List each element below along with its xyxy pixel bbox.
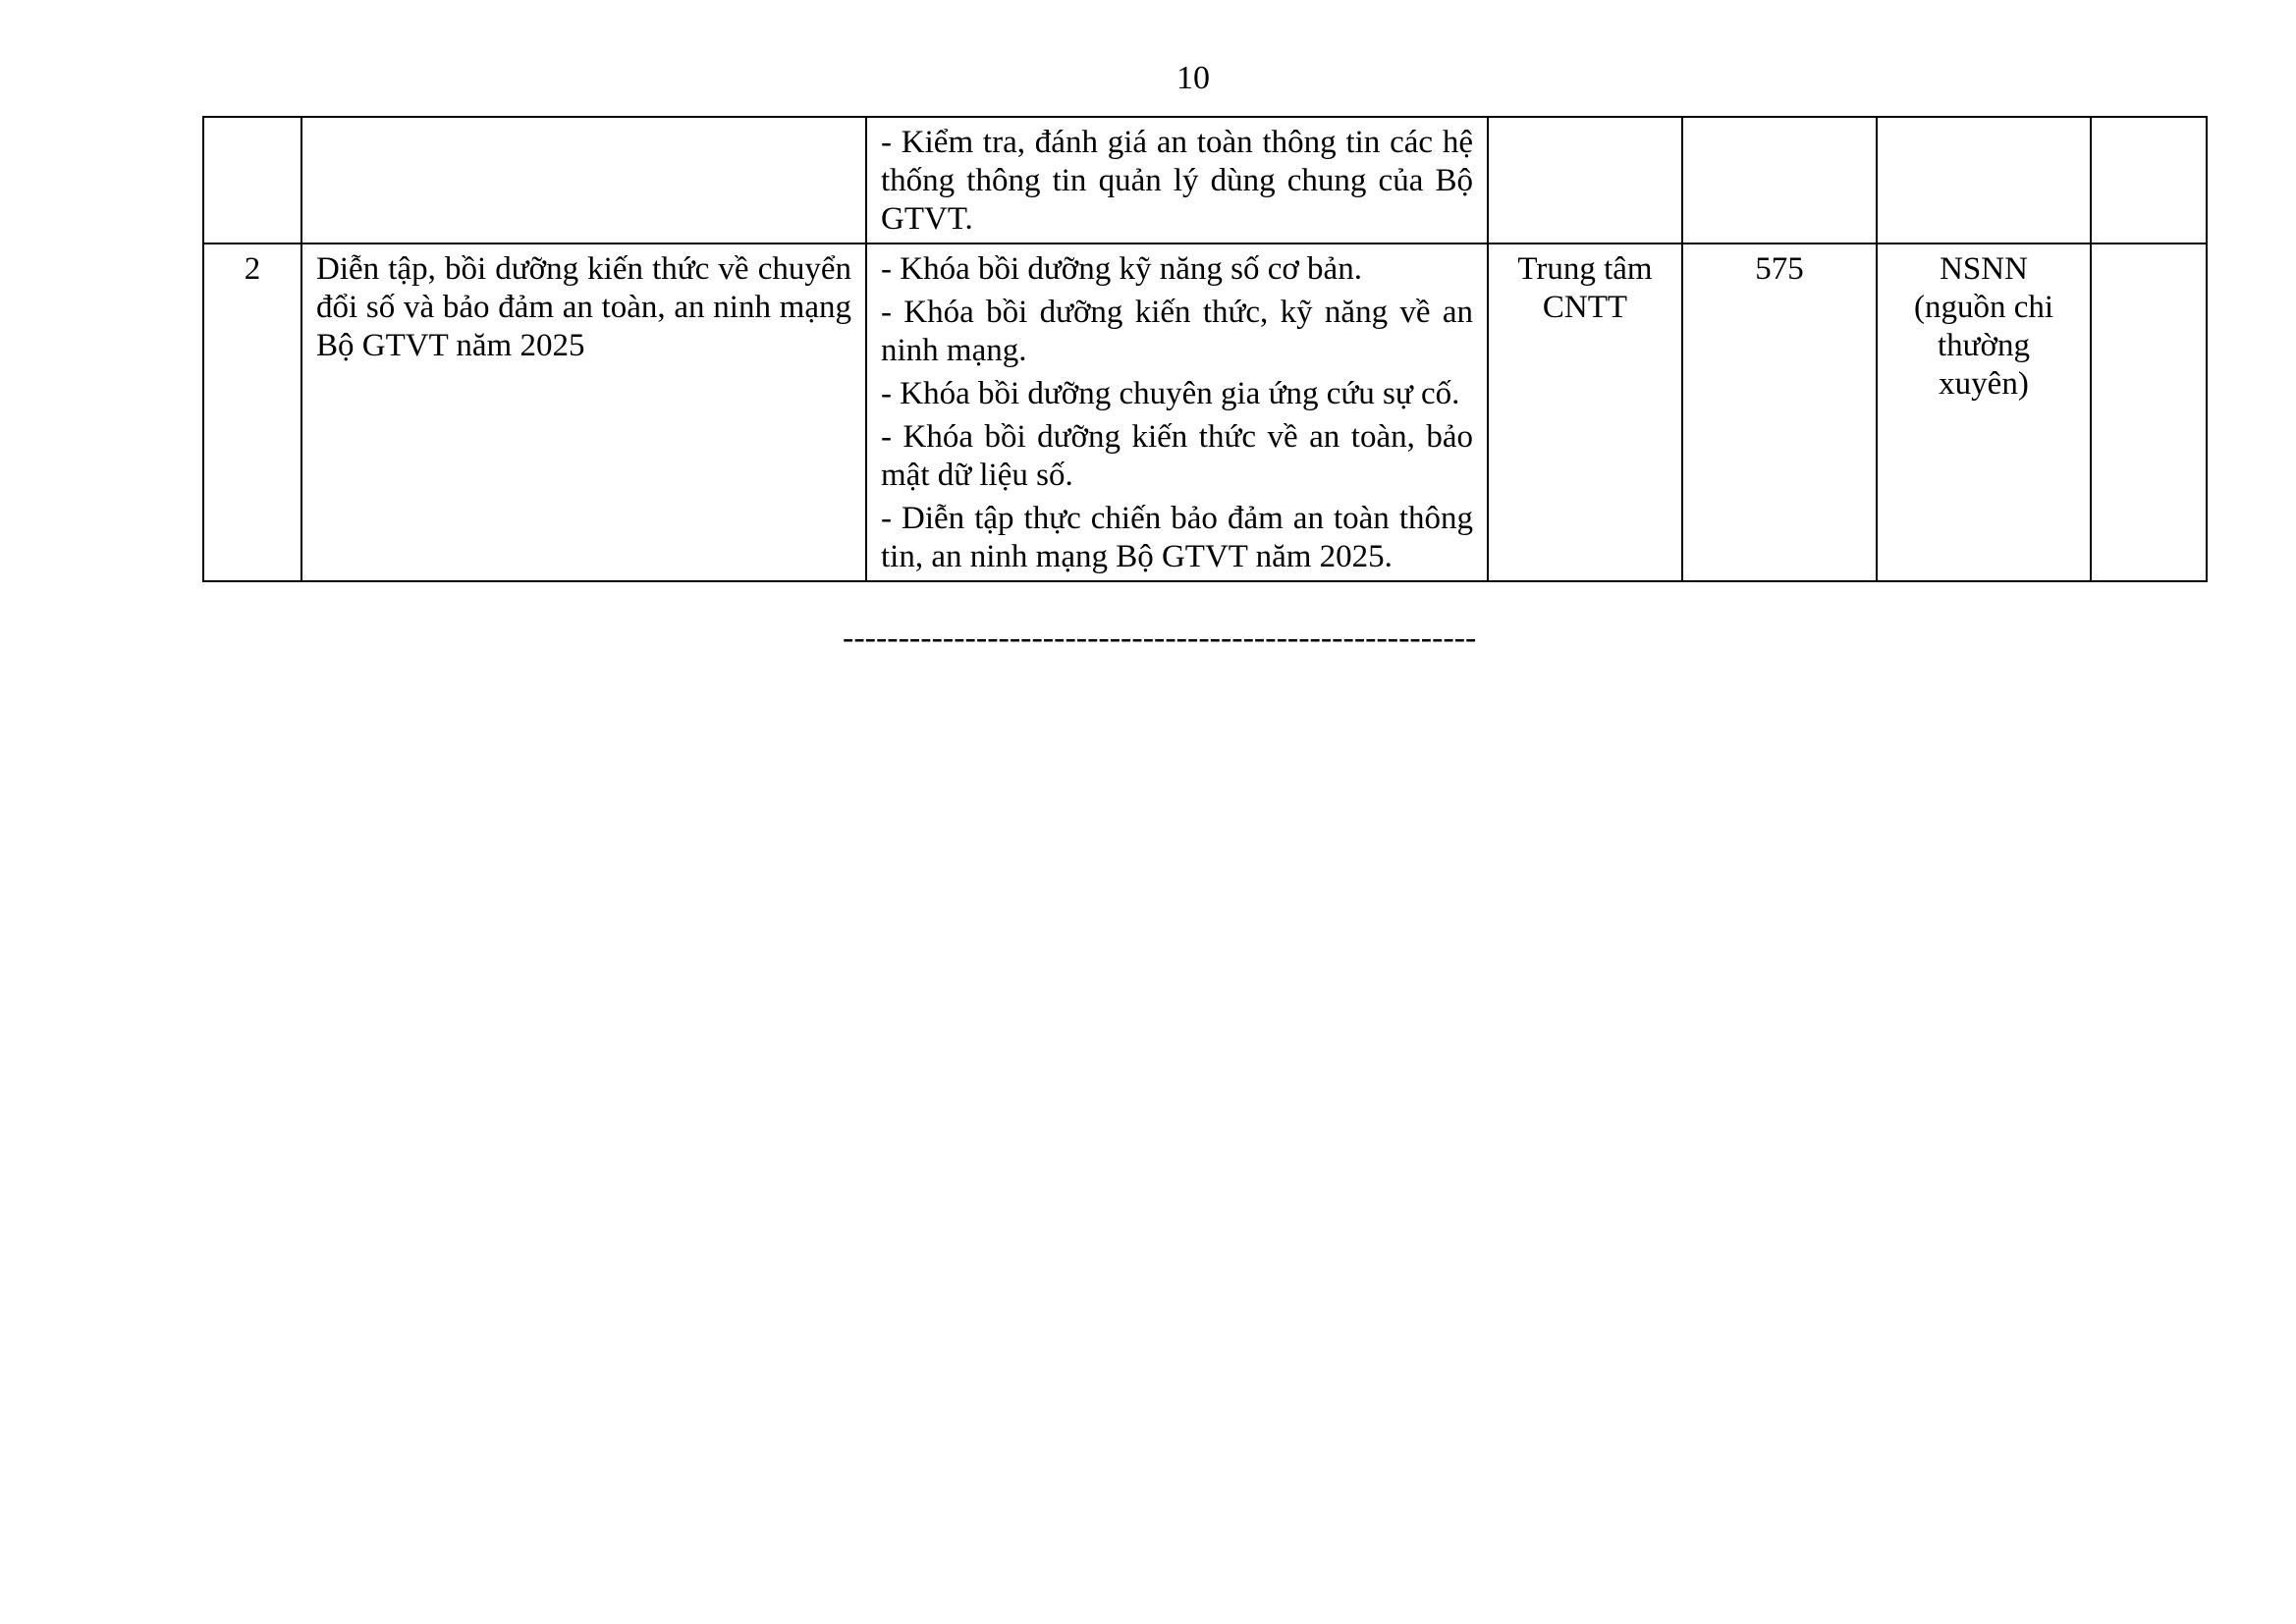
funding-source-cell <box>1877 117 2091 244</box>
cost-cell <box>1682 117 1877 244</box>
note-cell <box>2091 117 2207 244</box>
note-cell <box>2091 244 2207 581</box>
row-number-cell <box>203 117 301 244</box>
content-item: - Kiểm tra, đánh giá an toàn thông tin các hệ thống thông tin quản lý dùng chung của Bộ GTVT. <box>881 125 1473 237</box>
table-row <box>203 117 2207 244</box>
page-number: 10 <box>1176 60 1210 96</box>
task-content-cell <box>866 117 1488 244</box>
cost-cell: 575 <box>1682 244 1877 581</box>
content-item: - Diễn tập thực chiến bảo đảm an toàn thông tin, an ninh mạng Bộ GTVT năm 2025. <box>881 501 1473 574</box>
content-item: - Khóa bồi dưỡng kỹ năng số cơ bản. <box>881 251 1362 287</box>
row-number-cell: 2 <box>203 244 301 581</box>
task-content-cell <box>866 244 1488 581</box>
table-row <box>203 244 2207 581</box>
end-divider: --------------------------------------------------------- <box>843 620 1477 656</box>
responsible-unit-cell: Trung tâm CNTT <box>1488 244 1682 581</box>
plan-table <box>202 116 2208 582</box>
task-name-cell <box>301 117 866 244</box>
content-item: - Khóa bồi dưỡng kiến thức, kỹ năng về an ninh mạng. <box>881 295 1473 368</box>
responsible-unit-cell <box>1488 117 1682 244</box>
content-item: - Khóa bồi dưỡng kiến thức về an toàn, bảo mật dữ liệu số. <box>881 419 1473 493</box>
content-item: - Khóa bồi dưỡng chuyên gia ứng cứu sự cố. <box>881 376 1460 411</box>
task-name-cell: Diễn tập, bồi dưỡng kiến thức về chuyển đổi số và bảo đảm an toàn, an ninh mạng Bộ GTVT năm 2025 <box>301 244 866 581</box>
funding-source-cell: NSNN (nguồn chi thường xuyên) <box>1877 244 2091 581</box>
